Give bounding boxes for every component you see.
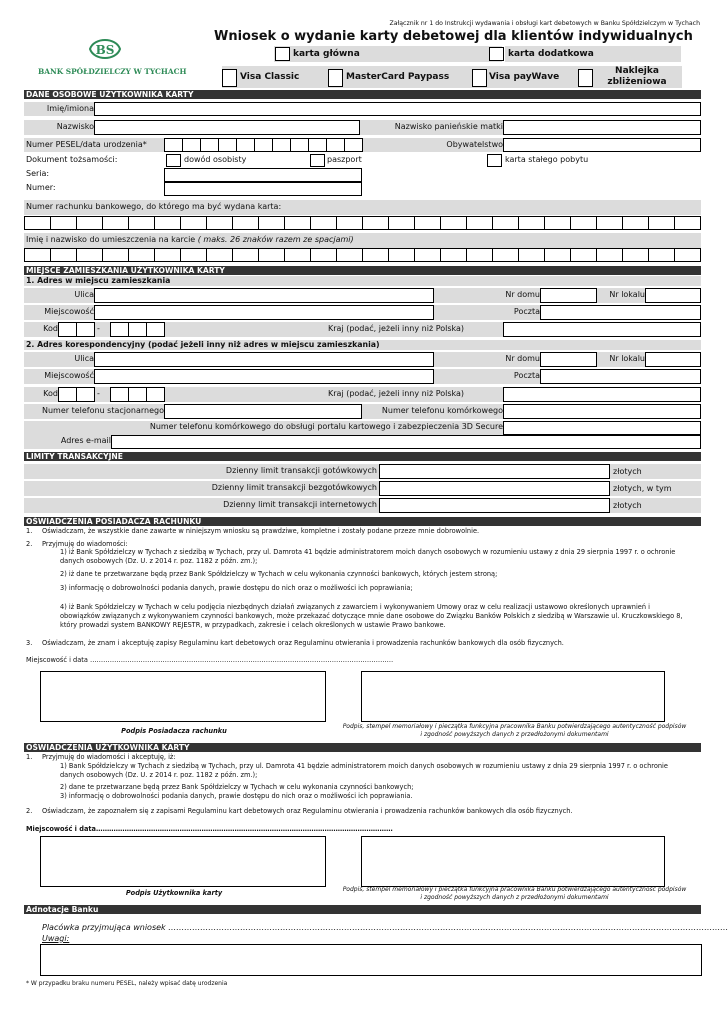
postcode2-input-b[interactable] bbox=[110, 387, 166, 402]
char-cell[interactable] bbox=[180, 248, 207, 262]
char-cell[interactable] bbox=[310, 248, 337, 262]
char-cell[interactable] bbox=[24, 216, 51, 230]
char-cell[interactable] bbox=[466, 216, 493, 230]
char-cell[interactable] bbox=[284, 248, 311, 262]
user-stmt-2: Oświadczam, że zapoznałem się z zapisami Regulaminu kart debetowych oraz Regulaminu otwierania i prowadzenia rachunków bankowych dla osób fizycznych. bbox=[42, 807, 573, 815]
last-name-input[interactable] bbox=[94, 120, 360, 135]
char-cell[interactable] bbox=[388, 248, 415, 262]
main-card-checkbox[interactable] bbox=[275, 47, 290, 61]
char-cell[interactable] bbox=[206, 248, 233, 262]
section-address-title: MIEJSCE ZAMIESZKANIA UŻYTKOWNIKA KARTY bbox=[24, 266, 701, 275]
cash-limit-unit: złotych bbox=[613, 467, 642, 476]
char-cell[interactable] bbox=[674, 216, 701, 230]
char-cell[interactable] bbox=[24, 248, 51, 262]
owner-bank-stamp-caption: Podpis, stempel memoriałowy i pieczątka funkcyjna pracownika Banku potwierdzającego autentyczność podpisów i zgodność powyższych danych z przedłożonymi dokumentami bbox=[342, 723, 687, 738]
char-cell[interactable] bbox=[290, 138, 309, 152]
postcode-input-a[interactable] bbox=[58, 322, 94, 337]
notes-label: Uwagi: bbox=[42, 934, 70, 943]
char-cell[interactable] bbox=[128, 248, 155, 262]
postcode-label: Kod bbox=[43, 324, 58, 333]
owner-stmt-2: Przyjmuję do wiadomości: bbox=[42, 540, 128, 548]
mobile-3d-input[interactable] bbox=[503, 421, 701, 435]
char-cell[interactable] bbox=[648, 248, 675, 262]
owner-bank-stamp-box[interactable] bbox=[361, 671, 665, 722]
visa-classic-label: Visa Classic bbox=[240, 72, 300, 82]
form-title: Wniosek o wydanie karty debetowej dla klientów indywidualnych bbox=[214, 29, 693, 44]
phone-input[interactable] bbox=[164, 404, 362, 419]
user-bank-stamp-caption: Podpis, stempel memoriałowy i pieczątka funkcyjna pracownika Banku potwierdzającego autentyczność podpisów i zgodność powyższych danych z przedłożonymi dokumentami bbox=[342, 886, 687, 901]
char-cell[interactable] bbox=[128, 216, 155, 230]
city2-label: Miejscowość bbox=[44, 371, 94, 380]
cash-limit-label: Dzienny limit transakcji gotówkowych bbox=[225, 466, 377, 475]
cashless-limit-unit: złotych, w tym bbox=[613, 484, 672, 493]
email-label: Adres e-mail bbox=[60, 436, 111, 445]
char-cell[interactable] bbox=[146, 387, 165, 402]
pesel-label: Numer PESEL/data urodzenia* bbox=[26, 140, 147, 149]
char-cell[interactable] bbox=[272, 138, 291, 152]
char-cell[interactable] bbox=[102, 216, 129, 230]
user-signature-caption: Podpis Użytkownika karty bbox=[125, 889, 223, 897]
char-cell[interactable] bbox=[50, 248, 77, 262]
city-label: Miejscowość bbox=[44, 307, 94, 316]
first-name-label: Imię/imiona bbox=[46, 104, 94, 113]
id-doc-label: Dokument tożsamości: bbox=[26, 155, 118, 164]
owner-stmt-1: Oświadczam, że wszystkie dane zawarte w niniejszym wniosku są prawdziwe, kompletne i zostały podane przeze mnie dobrowolnie. bbox=[42, 527, 480, 535]
char-cell[interactable] bbox=[76, 387, 95, 402]
mobile-input[interactable] bbox=[503, 404, 701, 419]
bank-logo bbox=[88, 35, 122, 65]
address2-title: 2. Adres korespondencyjny (podać jeżeli inny niż adres w miejscu zamieszkania) bbox=[24, 340, 701, 350]
city-input[interactable] bbox=[94, 305, 434, 320]
internet-limit-label: Dzienny limit transakcji internetowych bbox=[223, 500, 377, 509]
char-cell[interactable] bbox=[544, 248, 571, 262]
char-cell[interactable] bbox=[414, 248, 441, 262]
owner-stmt-1-number: 1. bbox=[26, 527, 33, 535]
flat-label: Nr lokalu bbox=[609, 290, 645, 299]
house-input[interactable] bbox=[540, 288, 597, 303]
internet-limit-input[interactable] bbox=[379, 498, 610, 513]
street-input[interactable] bbox=[94, 288, 434, 303]
char-cell[interactable] bbox=[146, 322, 165, 337]
char-cell[interactable] bbox=[336, 216, 363, 230]
char-cell[interactable] bbox=[440, 216, 467, 230]
account-input[interactable] bbox=[24, 216, 701, 230]
char-cell[interactable] bbox=[362, 216, 389, 230]
char-cell[interactable] bbox=[544, 216, 571, 230]
house-label: Nr domu bbox=[505, 290, 540, 299]
owner-signature-box[interactable] bbox=[40, 671, 326, 722]
user-stmt-1: Przyjmuję do wiadomości i akceptuję, iż: bbox=[42, 753, 176, 761]
char-cell[interactable] bbox=[362, 248, 389, 262]
char-cell[interactable] bbox=[310, 216, 337, 230]
char-cell[interactable] bbox=[154, 248, 181, 262]
char-cell[interactable] bbox=[258, 248, 285, 262]
char-cell[interactable] bbox=[154, 216, 181, 230]
char-cell[interactable] bbox=[326, 138, 345, 152]
postcode-input-b[interactable] bbox=[110, 322, 166, 337]
user-stmt-1-number: 1. bbox=[26, 753, 33, 761]
bank-name: BANK SPÓŁDZIELCZY W TYCHACH bbox=[38, 67, 187, 76]
bank-notes-box[interactable] bbox=[40, 944, 702, 976]
postcode2-input-a[interactable] bbox=[58, 387, 94, 402]
char-cell[interactable] bbox=[518, 216, 545, 230]
street-label: Ulica bbox=[74, 290, 94, 299]
card-name-input[interactable] bbox=[24, 248, 701, 262]
post-input[interactable] bbox=[540, 305, 701, 320]
char-cell[interactable] bbox=[236, 138, 255, 152]
char-cell[interactable] bbox=[58, 322, 77, 337]
user-stmt-1c: 3) informację o dobrowolności podania danych, prawie dostępu do nich oraz o możliwości ich poprawiania. bbox=[60, 792, 413, 800]
char-cell[interactable] bbox=[570, 216, 597, 230]
city2-input[interactable] bbox=[94, 369, 434, 384]
street2-label: Ulica bbox=[74, 354, 94, 363]
section-personal-title: DANE OSOBOWE UŻYTKOWNIKA KARTY bbox=[24, 90, 701, 99]
country-input[interactable] bbox=[503, 322, 701, 337]
user-stmt-1a: 1) Bank Spółdzielczy w Tychach z siedzibą w Tychach, przy ul. Damrota 41 będzie administratorem moich danych osobowych w rozumieniu ustawy z dnia 29 sierpnia 1997 r. o ochronie danych osobowych (Dz. U. z 2014 r. poz. 1182 z późn. zm.); bbox=[60, 762, 668, 779]
char-cell[interactable] bbox=[128, 322, 147, 337]
pesel-input[interactable] bbox=[164, 138, 362, 152]
owner-stmt-3-number: 3. bbox=[26, 639, 33, 647]
doc-number-input[interactable] bbox=[164, 182, 362, 196]
char-cell[interactable] bbox=[206, 216, 233, 230]
owner-stmt-2-number: 2. bbox=[26, 540, 33, 548]
char-cell[interactable] bbox=[308, 138, 327, 152]
address1-title: 1. Adres w miejscu zamieszkania bbox=[24, 276, 701, 286]
char-cell[interactable] bbox=[518, 248, 545, 262]
user-bank-stamp-box[interactable] bbox=[361, 836, 665, 887]
char-cell[interactable] bbox=[164, 138, 183, 152]
char-cell[interactable] bbox=[200, 138, 219, 152]
additional-card-label: karta dodatkowa bbox=[508, 49, 594, 59]
cash-limit-input[interactable] bbox=[379, 464, 610, 479]
section-owner-statements-title: OŚWIADCZENIA POSIADACZA RACHUNKU bbox=[24, 517, 701, 526]
residence-card-checkbox[interactable] bbox=[487, 154, 502, 167]
maiden-name-label: Nazwisko panieńskie matki bbox=[394, 122, 503, 131]
char-cell[interactable] bbox=[622, 248, 649, 262]
visa-classic-checkbox[interactable] bbox=[222, 69, 237, 87]
series-input[interactable] bbox=[164, 168, 362, 182]
char-cell[interactable] bbox=[648, 216, 675, 230]
char-cell[interactable] bbox=[76, 322, 95, 337]
passport-label: paszport bbox=[327, 155, 362, 164]
char-cell[interactable] bbox=[110, 322, 129, 337]
house2-label: Nr domu bbox=[505, 354, 540, 363]
char-cell[interactable] bbox=[58, 387, 77, 402]
cashless-limit-input[interactable] bbox=[379, 481, 610, 496]
char-cell[interactable] bbox=[336, 248, 363, 262]
owner-stmt-2b: 2) iż dane te przetwarzane będą przez Bank Spółdzielczy w Tychach w celu wykonania czynności bankowych, których jestem stroną; bbox=[60, 570, 498, 578]
maiden-name-input[interactable] bbox=[503, 120, 701, 135]
owner-place-date: Miejscowość i data ………………………………………………………………………………………………………………………… bbox=[26, 656, 394, 664]
mastercard-checkbox[interactable] bbox=[328, 69, 343, 87]
flat2-input[interactable] bbox=[645, 352, 701, 367]
char-cell[interactable] bbox=[674, 248, 701, 262]
visa-paywave-label: Visa payWave bbox=[489, 72, 560, 82]
main-card-label: karta główna bbox=[293, 49, 360, 59]
series-label: Seria: bbox=[26, 169, 50, 178]
char-cell[interactable] bbox=[258, 216, 285, 230]
citizenship-label: Obywatelstwo bbox=[446, 140, 503, 149]
user-stmt-1b: 2) dane te przetwarzane będą przez Bank Spółdzielczy w Tychach w celu wykonania czynności bankowych; bbox=[60, 783, 414, 791]
owner-stmt-2a: 1) iż Bank Spółdzielczy w Tychach z siedzibą w Tychach, przy ul. Damrota 41 będzie administratorem moich danych osobowych w rozumieniu ustawy z dnia 29 sierpnia 1997 r. o ochronie danych osobowych (Dz. U. z 2014 r. poz. 1182 z późn. zm.); bbox=[60, 548, 676, 565]
mobile-label: Numer telefonu komórkowego bbox=[381, 406, 503, 415]
street2-input[interactable] bbox=[94, 352, 434, 367]
logo-text: BS bbox=[95, 43, 115, 57]
flat2-label: Nr lokalu bbox=[609, 354, 645, 363]
postcode-dash: - bbox=[97, 324, 100, 333]
user-place-date: Miejscowość i data……………………………………………………………………………………………………………………… bbox=[26, 825, 393, 833]
postcode2-label: Kod bbox=[43, 389, 58, 398]
id-card-checkbox[interactable] bbox=[166, 154, 181, 167]
char-cell[interactable] bbox=[128, 387, 147, 402]
citizenship-input[interactable] bbox=[503, 138, 701, 152]
country-label: Kraj (podać, jeżeli inny niż Polska) bbox=[328, 324, 465, 333]
user-stmt-2-number: 2. bbox=[26, 807, 33, 815]
id-card-label: dowód osobisty bbox=[184, 155, 247, 164]
char-cell[interactable] bbox=[622, 216, 649, 230]
country2-label: Kraj (podać, jeżeli inny niż Polska) bbox=[328, 389, 465, 398]
visa-paywave-checkbox[interactable] bbox=[472, 69, 487, 87]
branch-label: Placówka przyjmująca wniosek ………………………………………………………………………………………………………………………………………………………………………………………… bbox=[42, 923, 728, 932]
section-limits-title: LIMITY TRANSAKCYJNE bbox=[24, 452, 701, 461]
owner-stmt-2d: 4) iż Bank Spółdzielczy w Tychach w celu podjęcia niezbędnych działań związanych z zawarciem i wykonywaniem Umowy oraz w celu realizacji ustawowo określonych uprawnień i obowiązków związanych z wykonywaniem czynności bankowych, może przekazać dotyczące mnie dane osobowe do Związku Banków Polskich z siedzibą w Warszawie ul. Kruczkowskiego 8, który prowadzi system BANKOWY REJESTR, w przypadkach, zakresie i celach określonych w ustawie Prawo bankowe. bbox=[60, 603, 683, 629]
additional-card-checkbox[interactable] bbox=[489, 47, 504, 61]
owner-stmt-2c: 3) informację o dobrowolności podania danych, prawie dostępu do nich oraz o możliwości ich poprawiania; bbox=[60, 584, 413, 592]
user-signature-box[interactable] bbox=[40, 836, 326, 887]
residence-card-label: karta stałego pobytu bbox=[505, 155, 589, 164]
post2-input[interactable] bbox=[540, 369, 701, 384]
attachment-note: Załącznik nr 1 do Instrukcji wydawania i obsługi kart debetowych w Banku Spółdzielczym w Tychach bbox=[389, 20, 700, 27]
number-label: Numer: bbox=[26, 183, 56, 192]
country2-input[interactable] bbox=[503, 387, 701, 402]
postcode2-dash: - bbox=[97, 389, 100, 398]
char-cell[interactable] bbox=[414, 216, 441, 230]
char-cell[interactable] bbox=[284, 216, 311, 230]
char-cell[interactable] bbox=[182, 138, 201, 152]
char-cell[interactable] bbox=[76, 216, 103, 230]
char-cell[interactable] bbox=[570, 248, 597, 262]
char-cell[interactable] bbox=[180, 216, 207, 230]
char-cell[interactable] bbox=[596, 248, 623, 262]
mastercard-label: MasterCard Paypass bbox=[346, 72, 450, 82]
post2-label: Poczta bbox=[513, 371, 540, 380]
house2-input[interactable] bbox=[540, 352, 597, 367]
char-cell[interactable] bbox=[466, 248, 493, 262]
post-label: Poczta bbox=[513, 307, 540, 316]
char-cell[interactable] bbox=[492, 216, 519, 230]
section-user-statements-title: OŚWIADCZENIA UŻYTKOWNIKA KARTY bbox=[24, 743, 701, 752]
phone-label: Numer telefonu stacjonarnego bbox=[41, 406, 164, 415]
sticker-label: Naklejka zbliżeniowa bbox=[607, 66, 667, 87]
char-cell[interactable] bbox=[218, 138, 237, 152]
first-name-input[interactable] bbox=[94, 102, 701, 116]
char-cell[interactable] bbox=[232, 248, 259, 262]
char-cell[interactable] bbox=[232, 216, 259, 230]
sticker-checkbox[interactable] bbox=[578, 69, 593, 87]
card-name-label: Imię i nazwisko do umieszczenia na karcie ( maks. 26 znaków razem ze spacjami) bbox=[26, 235, 354, 244]
char-cell[interactable] bbox=[76, 248, 103, 262]
owner-signature-caption: Podpis Posiadacza rachunku bbox=[121, 727, 227, 735]
flat-input[interactable] bbox=[645, 288, 701, 303]
char-cell[interactable] bbox=[492, 248, 519, 262]
mobile-3d-label: Numer telefonu komórkowego do obsługi portalu kartowego i zabezpieczenia 3D Secure bbox=[149, 422, 503, 431]
email-input[interactable] bbox=[111, 435, 701, 449]
section-bank-notes-title: Adnotacje Banku bbox=[24, 905, 701, 914]
internet-limit-unit: złotych bbox=[613, 501, 642, 510]
char-cell[interactable] bbox=[388, 216, 415, 230]
owner-stmt-3: Oświadczam, że znam i akceptuję zapisy Regulaminu kart debetowych oraz Regulaminu otwierania i prowadzenia rachunków bankowych dla osób fizycznych. bbox=[42, 639, 564, 647]
char-cell[interactable] bbox=[596, 216, 623, 230]
passport-checkbox[interactable] bbox=[310, 154, 325, 167]
last-name-label: Nazwisko bbox=[56, 122, 94, 131]
char-cell[interactable] bbox=[254, 138, 273, 152]
cashless-limit-label: Dzienny limit transakcji bezgotówkowych bbox=[211, 483, 377, 492]
char-cell[interactable] bbox=[110, 387, 129, 402]
char-cell[interactable] bbox=[102, 248, 129, 262]
char-cell[interactable] bbox=[50, 216, 77, 230]
footnote: * W przypadku braku numeru PESEL, należy wpisać datę urodzenia bbox=[26, 980, 228, 987]
char-cell[interactable] bbox=[440, 248, 467, 262]
account-label: Numer rachunku bankowego, do którego ma być wydana karta: bbox=[26, 202, 282, 211]
